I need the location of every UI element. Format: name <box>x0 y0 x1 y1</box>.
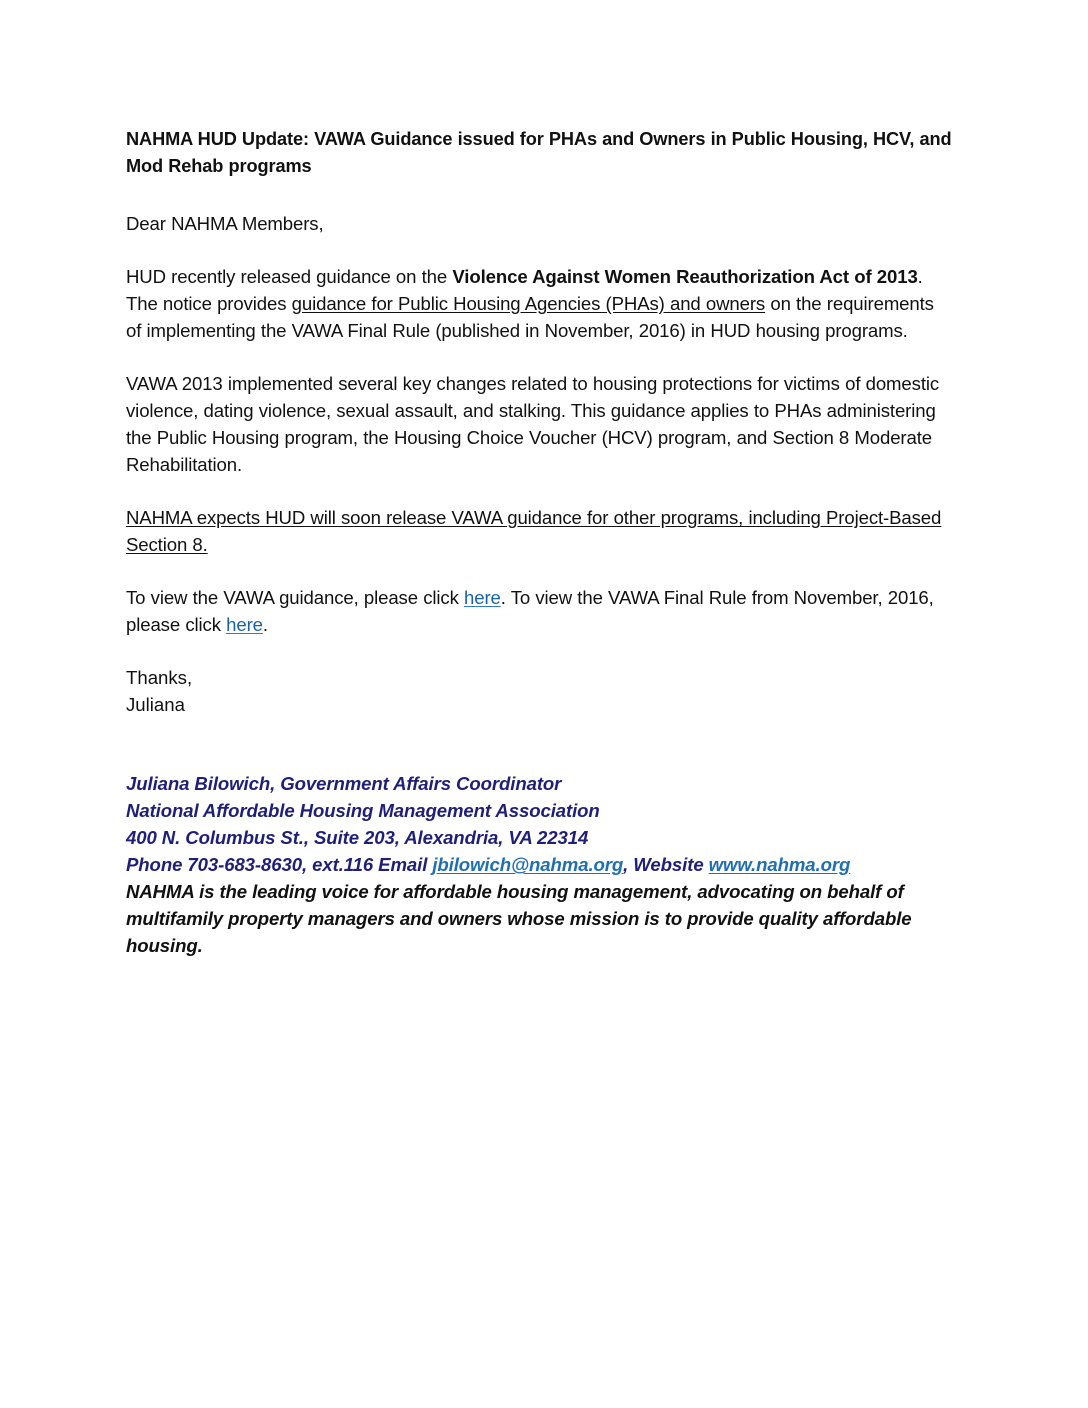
signature-organization: National Affordable Housing Management Association <box>126 800 600 821</box>
signature-phone-label: Phone 703-683-8630, ext.116 Email <box>126 854 433 875</box>
salutation: Dear NAHMA Members, <box>126 213 324 234</box>
vawa-guidance-link[interactable]: here <box>464 587 501 608</box>
paragraph1-segment-3: on the requirements of implementing the VAWA Final Rule (published in November, 2016) in HUD housing programs. <box>126 293 934 341</box>
paragraph-hud-guidance <box>126 263 952 344</box>
paragraph-view-links <box>126 584 952 638</box>
guidance-phrase-underlined: guidance for Public Housing Agencies (PHAs) and owners <box>291 293 766 314</box>
signature-block <box>126 770 952 959</box>
paragraph4-segment-3: . <box>262 614 268 635</box>
paragraph1-segment-2: . The notice provides <box>126 266 923 314</box>
signature-spacer <box>126 718 952 740</box>
signature-contact <box>126 851 952 878</box>
closing-block <box>126 664 952 718</box>
closing-name: Juliana <box>126 694 185 715</box>
paragraph-nahma-expects: NAHMA expects HUD will soon release VAWA guidance for other programs, including Project-Based Section 8. <box>126 507 942 555</box>
signature-website-link[interactable]: www.nahma.org <box>708 854 851 875</box>
signature-contact-separator: , Website <box>623 854 709 875</box>
paragraph-vawa-changes: VAWA 2013 implemented several key changes related to housing protections for victims of domestic violence, dating violence, sexual assault, and stalking. This guidance applies to PHAs administering the Public Housing program, the Housing Choice Voucher (HCV) program, and Section 8 Moderate Rehabilitation. <box>126 373 940 475</box>
vawa-final-rule-link[interactable]: here <box>226 614 263 635</box>
signature-address: 400 N. Columbus St., Suite 203, Alexandria, VA 22314 <box>126 827 589 848</box>
closing-thanks: Thanks, <box>126 667 193 688</box>
act-name-bold: Violence Against Women Reauthorization Act of 2013 <box>452 266 918 287</box>
signature-email-link[interactable]: jbilowich@nahma.org <box>432 854 624 875</box>
paragraph1-segment-1: HUD recently released guidance on the <box>126 266 453 287</box>
signature-name-title: Juliana Bilowich, Government Affairs Coordinator <box>126 773 562 794</box>
document-body <box>126 126 952 959</box>
document-title: NAHMA HUD Update: VAWA Guidance issued for PHAs and Owners in Public Housing, HCV, and Mod Rehab programs <box>126 129 952 176</box>
paragraph4-segment-1: To view the VAWA guidance, please click <box>126 587 464 608</box>
signature-tagline: NAHMA is the leading voice for affordable housing management, advocating on behalf of multifamily property managers and owners whose mission is to provide quality affordable housing. <box>126 881 912 956</box>
paragraph4-segment-2: . To view the VAWA Final Rule from November, 2016, please click <box>126 587 934 635</box>
